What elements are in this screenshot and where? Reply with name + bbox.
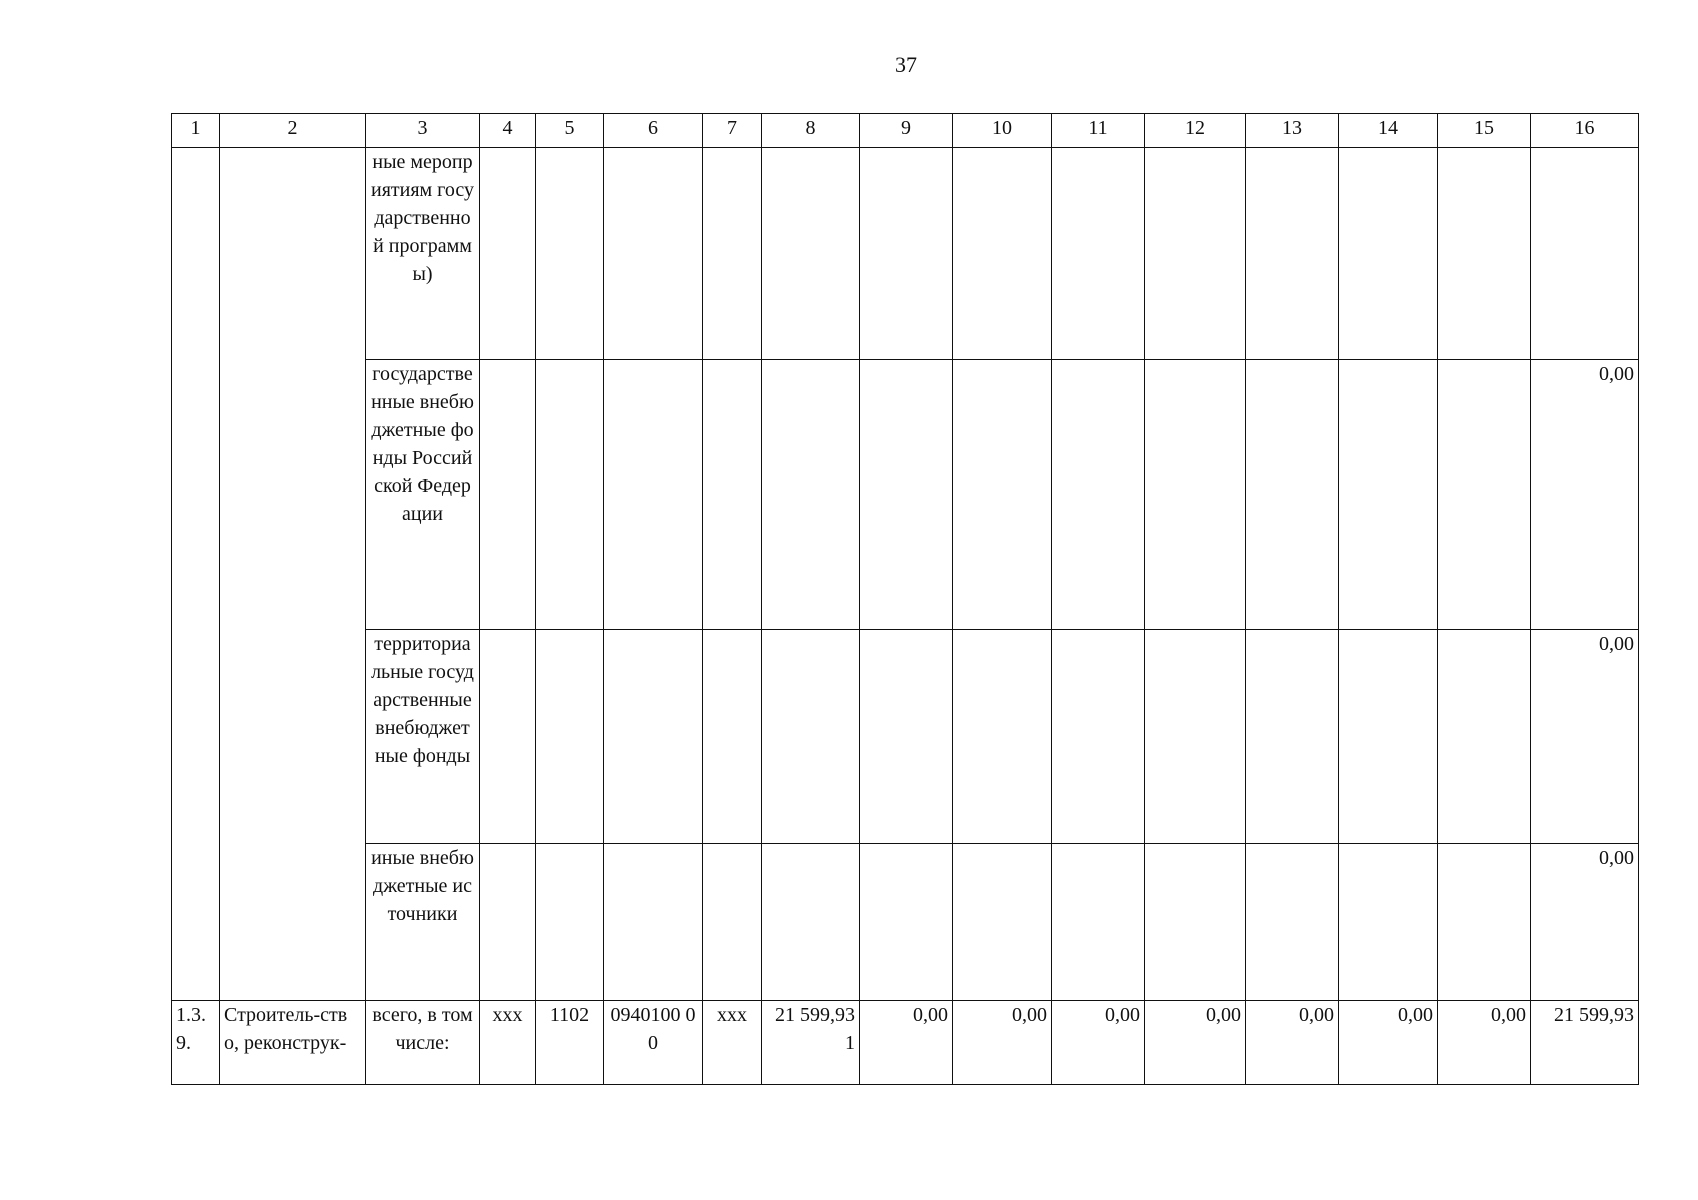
table-row	[172, 630, 1639, 844]
funding-source-cell: государственные внебюджетные фонды Российской Федерации	[366, 360, 480, 630]
total-cell: 0,00	[1531, 844, 1639, 1001]
column-header: 2	[220, 114, 366, 148]
column-header: 15	[1438, 114, 1531, 148]
item-number-cell: 1.3.9.	[172, 1001, 220, 1085]
amount-cell: 0,00	[1438, 1001, 1531, 1085]
column-header: 10	[953, 114, 1052, 148]
total-cell: 21 599,93	[1531, 1001, 1639, 1085]
column-header: 16	[1531, 114, 1639, 148]
table-row	[172, 1001, 1639, 1085]
amount-cell: 0,00	[1052, 1001, 1145, 1085]
column-header: 9	[860, 114, 953, 148]
column-header: 1	[172, 114, 220, 148]
page-number: 37	[895, 52, 917, 77]
code-cell: xxx	[703, 1001, 762, 1085]
funding-source-cell: иные внебюджетные источники	[366, 844, 480, 1001]
column-header: 3	[366, 114, 480, 148]
item-name-cell: Строитель-ство, реконструк-	[220, 1001, 366, 1085]
column-header: 7	[703, 114, 762, 148]
total-cell	[1531, 148, 1639, 360]
code-cell: 0940100 00	[604, 1001, 703, 1085]
amount-cell: 21 599,931	[762, 1001, 860, 1085]
column-header: 14	[1339, 114, 1438, 148]
column-header: 12	[1145, 114, 1246, 148]
table-header-row	[172, 114, 1639, 148]
column-header: 6	[604, 114, 703, 148]
column-header: 8	[762, 114, 860, 148]
budget-table	[171, 113, 1639, 1085]
row-cell-empty	[220, 148, 366, 1001]
column-header: 11	[1052, 114, 1145, 148]
column-header: 5	[536, 114, 604, 148]
funding-source-cell: территориальные государственные внебюджетные фонды	[366, 630, 480, 844]
column-header: 13	[1246, 114, 1339, 148]
funding-source-cell: ные мероприятиям государственной программы)	[366, 148, 480, 360]
total-cell: 0,00	[1531, 630, 1639, 844]
code-cell: xxx	[480, 1001, 536, 1085]
amount-cell: 0,00	[953, 1001, 1052, 1085]
table-row	[172, 844, 1639, 1001]
amount-cell: 0,00	[860, 1001, 953, 1085]
table-row	[172, 148, 1639, 360]
code-cell: 1102	[536, 1001, 604, 1085]
total-cell: 0,00	[1531, 360, 1639, 630]
amount-cell: 0,00	[1246, 1001, 1339, 1085]
amount-cell: 0,00	[1339, 1001, 1438, 1085]
row-cell-empty	[172, 148, 220, 1001]
amount-cell: 0,00	[1145, 1001, 1246, 1085]
funding-source-cell: всего, в том числе:	[366, 1001, 480, 1085]
column-header: 4	[480, 114, 536, 148]
table-row	[172, 360, 1639, 630]
